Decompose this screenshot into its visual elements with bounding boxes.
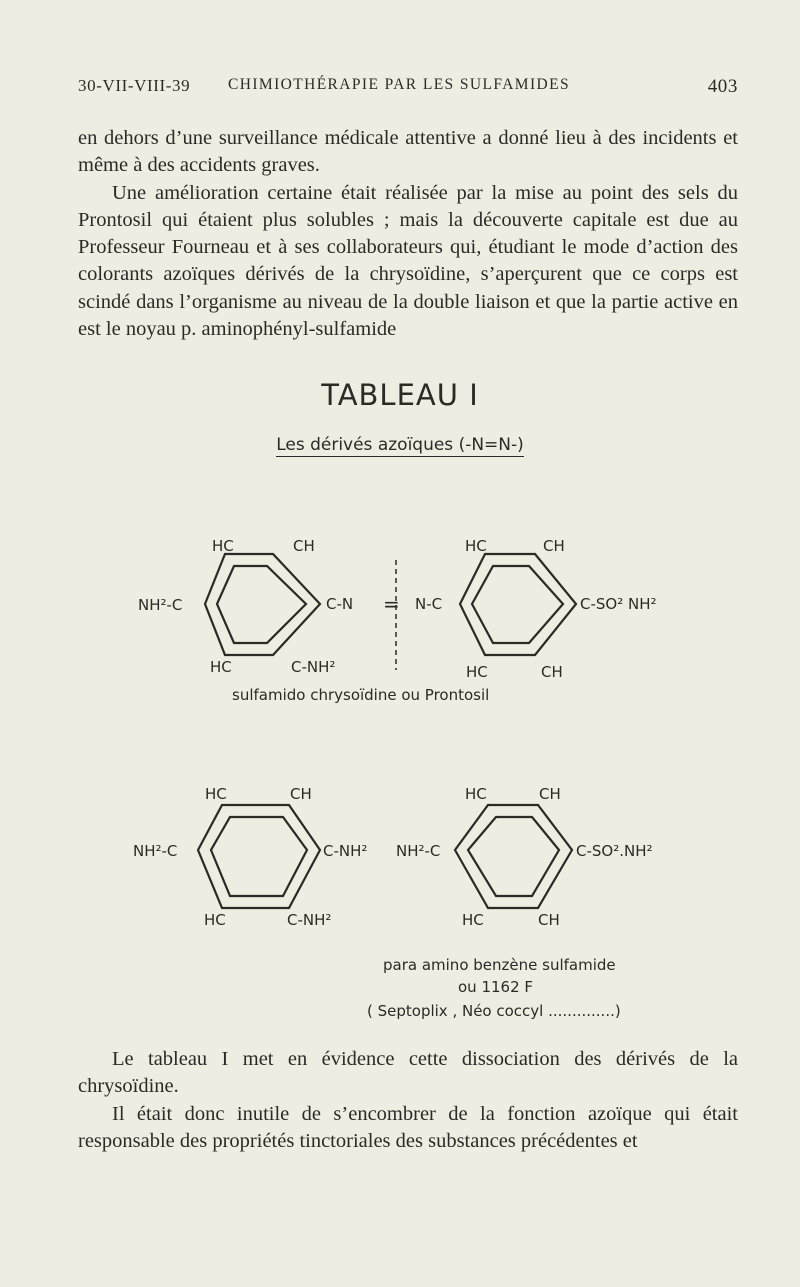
label-ch-bl-ring-top: CH: [290, 785, 312, 803]
label-hc-bottom-left-top: HC: [210, 658, 232, 676]
label-nh2c-top: NH²-C: [138, 596, 183, 614]
label-nh2c-bottom: NH²-C: [133, 842, 178, 860]
label-cnh2-top: C-NH²: [291, 658, 336, 676]
label-double-bond: =: [383, 592, 400, 616]
header-date: 30-VII-VIII-39: [78, 76, 191, 95]
label-cnh2-bottom: C-NH²: [287, 911, 332, 929]
paragraph-1: en dehors d’une surveillance médicale attentive a donné lieu à des incidents et même à des accidents graves.: [78, 127, 738, 177]
label-nc-top: N-C: [415, 595, 443, 613]
label-sulfonamide-bottom: C-SO².NH²: [576, 842, 653, 860]
header-title: CHIMIOTHÉRAPIE PAR LES SULFAMIDES: [228, 76, 571, 93]
page-number: 403: [707, 76, 738, 97]
label-ch-br-ring-bottom: CH: [538, 911, 560, 929]
label-nh2c-bottom-2: NH²-C: [396, 842, 441, 860]
benzene-ring-top-right: [460, 554, 576, 655]
caption-sulfamide: para amino benzène sulfamide: [383, 956, 616, 974]
label-ch-top-right: CH: [293, 537, 315, 555]
benzene-ring-bottom-right: [455, 805, 572, 908]
caption-septoplix: ( Septoplix , Néo coccyl ..............): [367, 1002, 621, 1020]
label-hc-br-ring-bottom: HC: [462, 911, 484, 929]
text-block-bottom: [78, 1046, 738, 1155]
table-subtitle-text: Les dérivés azoïques (-N=N-): [276, 435, 524, 455]
caption-prontosil: sulfamido chrysoïdine ou Prontosil: [232, 686, 490, 704]
label-ch-br-ring-top: CH: [539, 785, 561, 803]
label-hc-bl-ring-bottom: HC: [204, 911, 226, 929]
label-hc-top-right-ring: HC: [465, 537, 487, 555]
benzene-ring-top-left: [205, 554, 320, 655]
label-sulfonamide-top: C-SO² NH²: [580, 595, 657, 613]
benzene-ring-bottom-left: [198, 805, 320, 908]
label-cn-top: C-N: [326, 595, 354, 613]
caption-1162f: ou 1162 F: [458, 978, 534, 996]
paragraph-4: Il était donc inutile de s’encombrer de la fonction azoïque qui était responsable des propriétés tinctoriales des substances précédentes et: [78, 1102, 738, 1152]
label-hc-bl-ring-top: HC: [205, 785, 227, 803]
label-hc-bottom-right-top: HC: [466, 663, 488, 681]
label-hc-top-left: HC: [212, 537, 234, 555]
label-hc-br-ring-top: HC: [465, 785, 487, 803]
label-ch-bottom-right-top: CH: [541, 663, 563, 681]
label-cnh2-bottom-right: C-NH²: [323, 842, 368, 860]
table-title: TABLEAU I: [321, 378, 479, 412]
label-ch-top-right-ring: CH: [543, 537, 565, 555]
paragraph-2: Une amélioration certaine était réalisée par la mise au point des sels du Prontosil qui étaient plus solubles ; mais la découverte capitale est due au Professeur Fourneau et à ses collaborateurs qui, étudiant le mode d’action des colorants azoïques dérivés de la chrysoïdine, s’aperçurent que ce corps est scindé dans l’organisme au niveau de la double liaison et que la partie active en est le noyau p. aminophényl-sulfamide: [78, 181, 738, 341]
paragraph-3: Le tableau I met en évidence cette dissociation des dérivés de la chrysoïdine.: [78, 1048, 738, 1098]
